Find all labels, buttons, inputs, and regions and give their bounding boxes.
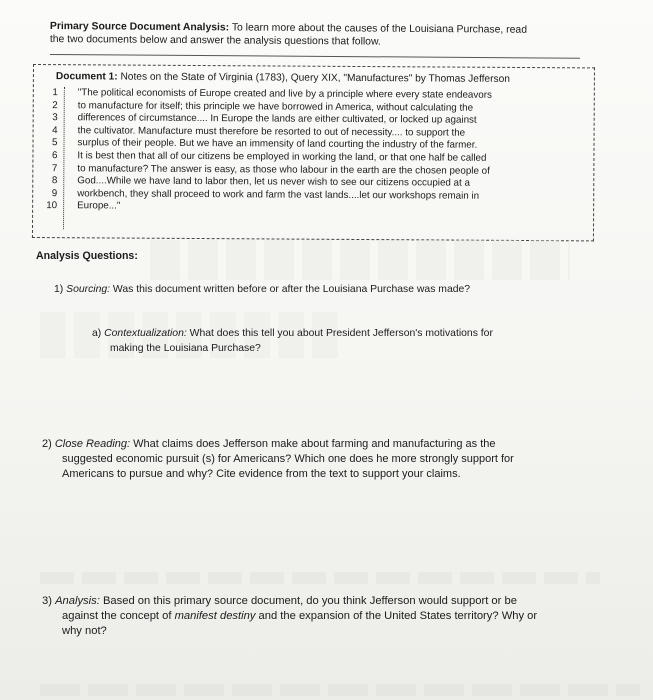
line-number: 4 <box>52 124 58 136</box>
line-number: 6 <box>51 150 58 162</box>
worksheet-intro <box>50 20 590 50</box>
line-number: 7 <box>51 162 58 174</box>
header-divider <box>50 54 580 59</box>
quote-line: God....While we have land to labor then, let us never wish to see our citizens occupied at a <box>77 175 470 189</box>
line-number: 5 <box>52 137 58 149</box>
line-number: 10 <box>46 200 58 212</box>
question-2: 2) Close Reading: What claims does Jefferson make about farming and manufacturing as the suggested economic pursuit (s) for Americans? Which one does he more strongly support for Americans to pursue and why? Cite evidence from the text to support your claims. <box>42 438 514 480</box>
analysis-heading: Analysis Questions: <box>36 250 138 262</box>
document-1-quote <box>77 87 586 216</box>
line-number: 8 <box>51 175 58 187</box>
line-number-column <box>33 87 65 229</box>
quote-line: surplus of their people. But we have an immensity of land courting the industry of the farmer. <box>77 137 478 152</box>
bleed-through-texture <box>40 572 600 584</box>
quote-line: workbench, they shall proceed to work and farm the vast lands....let our workshops remain in <box>77 188 480 202</box>
document-1-title: Document 1: Notes on the State of Virginia (1783), Query XIX, "Manufactures" by Thomas Jefferson <box>55 71 510 85</box>
quote-line: Europe..." <box>77 200 121 212</box>
quote-line: to manufacture for itself; this principle we have borrowed in America, without calculating the <box>77 99 474 114</box>
line-number: 3 <box>52 112 58 124</box>
line-number: 2 <box>52 99 58 111</box>
quote-line: to manufacture? The answer is easy, as those who labour in the earth are the chosen people of <box>77 162 490 177</box>
intro-text: To learn more about the causes of the Louisiana Purchase, read <box>229 22 528 36</box>
question-1: 1) Sourcing: Was this document written before or after the Louisiana Purchase was made? <box>54 284 471 295</box>
question-1a: a) Contextualization: What does this tell you about President Jefferson's motivations for making the Louisiana Purchase? <box>92 328 493 354</box>
quote-line: "The political economists of Europe created and live by a principle where every state endeavors <box>77 87 492 101</box>
quote-line: It is best then that all of our citizens be employed in working the land, or that one half be called <box>77 150 487 164</box>
intro-title: Primary Source Document Analysis: <box>49 20 230 34</box>
bleed-through-texture <box>150 240 570 280</box>
bleed-through-texture <box>40 684 640 696</box>
line-number: 1 <box>52 87 58 99</box>
quote-line: the cultivator. Manufacture must therefore be resorted to out of necessity.... to support the <box>77 125 466 139</box>
quote-line: differences of circumstance.... In Europe the lands are either cultivated, or locked up against <box>77 112 477 126</box>
intro-text-line2: the two documents below and answer the analysis questions that follow. <box>49 33 381 48</box>
line-number: 9 <box>51 187 58 199</box>
question-3: 3) Analysis: Based on this primary source document, do you think Jefferson would support or be against the concept of manifest destiny and the expansion of the United States territory? Why or why not? <box>42 595 538 637</box>
document-1-box <box>32 64 595 241</box>
